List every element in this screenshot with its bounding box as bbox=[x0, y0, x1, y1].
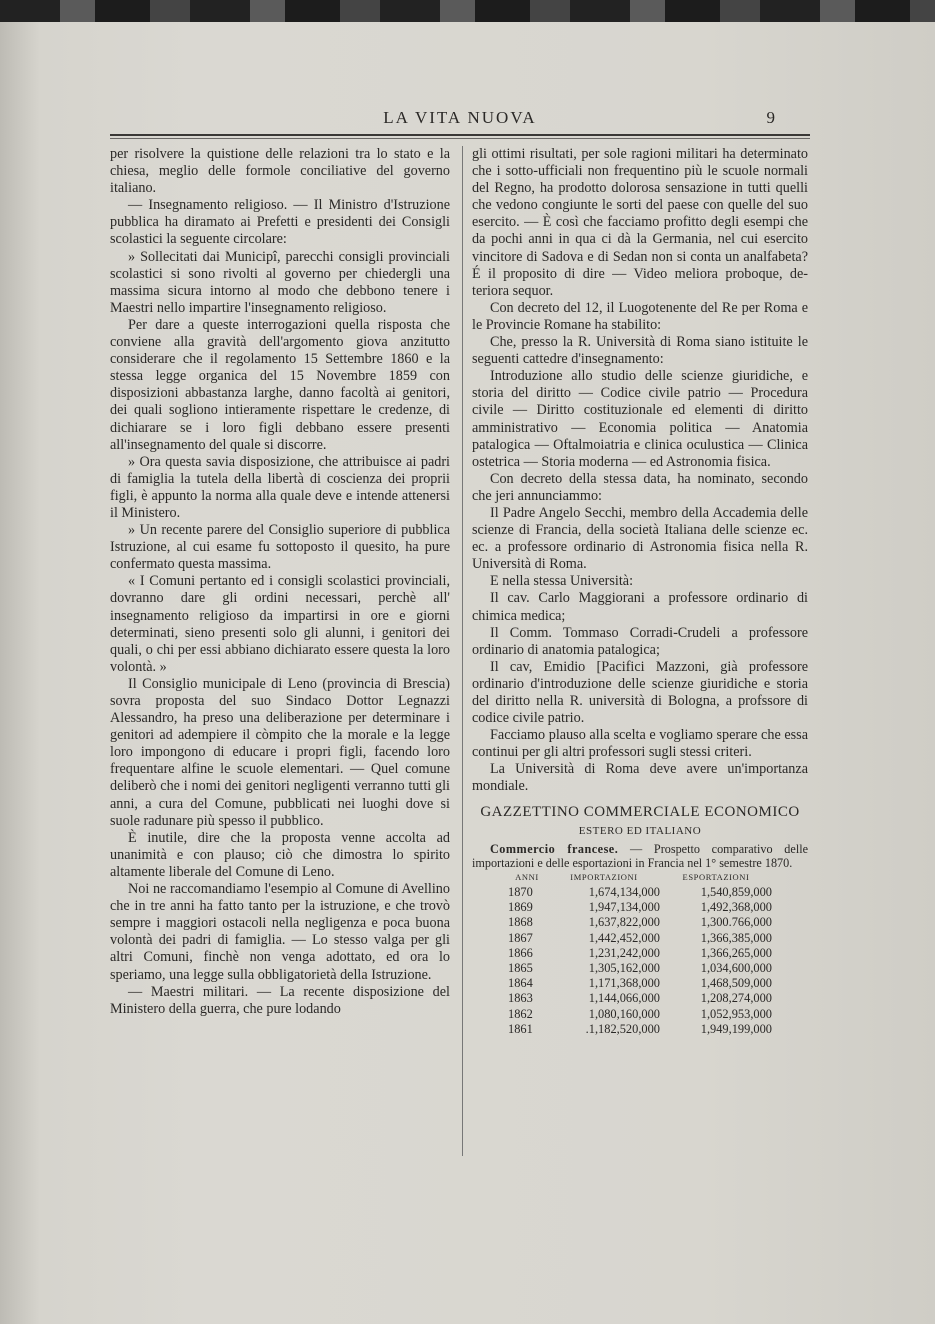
table-header-row bbox=[506, 870, 772, 885]
column-header-years: ANNI bbox=[515, 871, 539, 882]
column-header-exports: ESPORTAZIONI bbox=[682, 871, 750, 882]
paragraph: Il Consiglio municipale di Leno (provincia di Brescia) sovra proposta del suo Sindaco Dottor Legnazzi Alessandro, ha preso una deliberazione per determinare i genitori ad adempiere il còmpito che la morale e la legge loro impongono di educare i propri figli, facendo loro frequentare alfine le scuole elementari. — Quel comune deliberò che i nomi dei genitori negligenti verranno tutti gli anni, a cura del Comune, pubblicati nei luoghi dove si suole radunare più spesso il pubblico. bbox=[110, 675, 450, 829]
cell-year: 1861 bbox=[508, 1021, 533, 1036]
paragraph: Noi ne raccomandiamo l'esempio al Comune di Avellino che in tre anni ha fatto tanto per la istruzione, e che trovò sempre i maggiori ostacoli nella negligenza e poca buona volontà dei padri di famiglia. — Lo stesso valga per gli altri Comuni, finchè non venga adottato, ed ora lo speriamo, una legge sulla obbligatorietà della Istruzione. bbox=[110, 881, 450, 983]
paragraph: Il Padre Angelo Secchi, membro della Accademia delle scienze di Francia, della società Italiana delle scienze ec. ec. a professore ordinario di Astronomia fisica nella R. Università di Roma. bbox=[472, 504, 808, 573]
table-row bbox=[506, 931, 772, 946]
paragraph: » Sollecitati dai Municipî, parecchi consigli provinciali scolastici si sono rivolti al governo per chiedergli una massima sicura intorno al modo che debbono tenere i Maestri nello impartire l'insegnamento religioso. bbox=[110, 248, 450, 316]
trade-table bbox=[506, 870, 772, 1037]
left-column bbox=[110, 146, 450, 1018]
cell-imports: .1,182,520,000 bbox=[585, 1021, 660, 1036]
paragraph: per risolvere la quistione delle relazioni tra lo stato e la chiesa, meglio delle formole conciliative del governo italiano. bbox=[110, 146, 450, 197]
cell-exports: 1,468,509,000 bbox=[700, 976, 772, 991]
cell-imports: 1,947,134,000 bbox=[588, 900, 660, 915]
paragraph: gli ottimi risultati, per sole ragioni militari ha determinato che i sotto-ufficiali non frequentino più le scuole normali del Regno, ha prodotto dolorosa sensazione in tutti quelli che vedono congiunte le sorti del paese con quelle del suo esercito. — È così che facciamo profitto degli esempi che da pochi anni in qua ci dà la Germania, nel cui esercito vincitore di Sadova e di Sedan non si conta un analfabeta? É il proposito di dire — Video meliora proboque, de- teriora sequor. bbox=[472, 146, 808, 299]
table-row bbox=[506, 900, 772, 915]
gazette-title: GAZZETTINO COMMERCIALE ECONOMICO bbox=[480, 803, 800, 820]
cell-year: 1864 bbox=[508, 976, 533, 991]
table-row bbox=[506, 1007, 772, 1022]
cell-exports: 1,208,274,000 bbox=[700, 991, 772, 1006]
table-row bbox=[506, 991, 772, 1006]
cell-imports: 1,674,134,000 bbox=[588, 884, 660, 899]
gazette-subtitle: ESTERO ED ITALIANO bbox=[578, 824, 702, 837]
paragraph: La Università di Roma deve avere un'importanza mondiale. bbox=[472, 761, 808, 795]
table-row bbox=[506, 915, 772, 930]
paragraph: Il Comm. Tommaso Corradi-Crudeli a professore ordinario di anatomia patalogica; bbox=[472, 624, 808, 658]
gazette-lead-heading: Commercio francese. bbox=[490, 841, 619, 856]
cell-year: 1867 bbox=[508, 930, 533, 945]
paragraph: Il cav. Carlo Maggiorani a professore ordinario di chimica medica; bbox=[472, 590, 808, 624]
cell-exports: 1,540,859,000 bbox=[700, 884, 772, 899]
cell-exports: 1,034,600,000 bbox=[700, 960, 772, 975]
paragraph: È inutile, dire che la proposta venne accolta ad unanimità e con plauso; ciò che dimostra lo spirito altamente liberale del Comune di Leno. bbox=[110, 829, 450, 880]
paragraph: Con decreto della stessa data, ha nominato, secondo che jeri annunciammo: bbox=[472, 470, 808, 504]
scan-top-border bbox=[0, 0, 935, 22]
running-title: LA VITA NUOVA bbox=[383, 108, 537, 127]
column-header-imports: IMPORTAZIONI bbox=[570, 871, 638, 882]
paragraph: » Un recente parere del Consiglio superiore di pubblica Istruzione, al cui esame fu sottoposto il quesito, ha pure confermato questa massima. bbox=[110, 522, 450, 573]
cell-imports: 1,171,368,000 bbox=[588, 976, 660, 991]
cell-year: 1862 bbox=[508, 1006, 533, 1021]
cell-exports: 1,492,368,000 bbox=[700, 900, 772, 915]
cell-year: 1865 bbox=[508, 960, 533, 975]
cell-year: 1870 bbox=[508, 884, 533, 899]
page-header bbox=[110, 108, 810, 134]
gazette-lead bbox=[472, 842, 808, 870]
paragraph: Il cav, Emidio [Pacifici Mazzoni, già professore ordinario d'introduzione delle scienze giuridiche e storia del diritto nella R. università di Bologna, a profssore di codice civile patrio. bbox=[472, 658, 808, 727]
gazette-lead-text: — Prospetto comparativo delle importazioni e delle esportazioni in Francia nel 1° semestre 1870. bbox=[472, 841, 808, 870]
paragraph: « I Comuni pertanto ed i consigli scolastici provinciali, dovranno dare gli ordini necessari, perchè all' insegnamento religioso da impartirsi in ore e giorni determinati, sieno presenti solo gli alunni, i genitori dei quali, o chi per essi abbiano dichiarato essere questa la loro volontà. » bbox=[110, 573, 450, 675]
header-rule bbox=[110, 134, 810, 136]
cell-imports: 1,231,242,000 bbox=[588, 945, 660, 960]
cell-year: 1868 bbox=[508, 915, 533, 930]
cell-exports: 1,052,953,000 bbox=[700, 1006, 772, 1021]
paragraph: Introduzione allo studio delle scienze giuridiche, e storia del diritto — Codice civile patrio — Procedura civile — Diritto costituzionale ed elementi di diritto amministrativo — Economia politica — Anatomia patalogica — Oftalmoiatria e clinica oculustica — Clinica ostetrica — Storia moderna — ed Astronomia fisica. bbox=[472, 368, 808, 470]
cell-year: 1869 bbox=[508, 900, 533, 915]
table-row bbox=[506, 1022, 772, 1037]
cell-imports: 1,305,162,000 bbox=[588, 960, 660, 975]
cell-exports: 1,366,265,000 bbox=[700, 945, 772, 960]
paragraph: E nella stessa Università: bbox=[490, 573, 634, 590]
cell-imports: 1,080,160,000 bbox=[588, 1006, 660, 1021]
page-number: 9 bbox=[766, 108, 775, 127]
column-divider bbox=[462, 146, 463, 1156]
paragraph: Facciamo plauso alla scelta e vogliamo sperare che essa continui per gli altri professori sugli stessi criteri. bbox=[472, 727, 808, 761]
cell-exports: 1,366,385,000 bbox=[700, 930, 772, 945]
table-row bbox=[506, 946, 772, 961]
paragraph: Per dare a queste interrogazioni quella risposta che conviene alla gravità dell'argomento giova anzitutto considerare che il regolamento 15 Settembre 1860 e la stessa legge organica del 15 Novembre 1859 con disposizioni abbastanza larghe, danno facoltà ai genitori, dei quali sogliono intieramente rispettare le credenze, di dichiarare se i loro figli debbano essere presenti all'insegnamento del quale si discorre. bbox=[110, 316, 450, 453]
cell-exports: 1,300.766,000 bbox=[700, 915, 772, 930]
cell-exports: 1,949,199,000 bbox=[700, 1021, 772, 1036]
paragraph: — Maestri militari. — La recente disposizione del Ministero della guerra, che pure lodando bbox=[110, 983, 450, 1017]
header-rule-thin bbox=[110, 138, 810, 139]
cell-imports: 1,442,452,000 bbox=[588, 930, 660, 945]
cell-year: 1866 bbox=[508, 945, 533, 960]
cell-imports: 1,637,822,000 bbox=[588, 915, 660, 930]
table-row bbox=[506, 976, 772, 991]
paragraph: » Ora questa savia disposizione, che attribuisce ai padri di famiglia la tutela della libertà di coscienza dei proprii figli, è appunto la norma alla quale deve e intende attenersi il Ministero. bbox=[110, 453, 450, 521]
table-row bbox=[506, 961, 772, 976]
paragraph: Che, presso la R. Università di Roma siano istituite le seguenti cattedre d'insegnamento: bbox=[472, 334, 808, 368]
cell-year: 1863 bbox=[508, 991, 533, 1006]
right-column bbox=[472, 146, 808, 1037]
cell-imports: 1,144,066,000 bbox=[588, 991, 660, 1006]
table-row bbox=[506, 885, 772, 900]
paragraph: — Insegnamento religioso. — Il Ministro d'Istruzione pubblica ha diramato ai Prefetti e presidenti dei Consigli scolastici la seguente circolare: bbox=[110, 197, 450, 248]
paragraph: Con decreto del 12, il Luogotenente del Re per Roma e le Provincie Romane ha stabilito: bbox=[472, 299, 808, 333]
